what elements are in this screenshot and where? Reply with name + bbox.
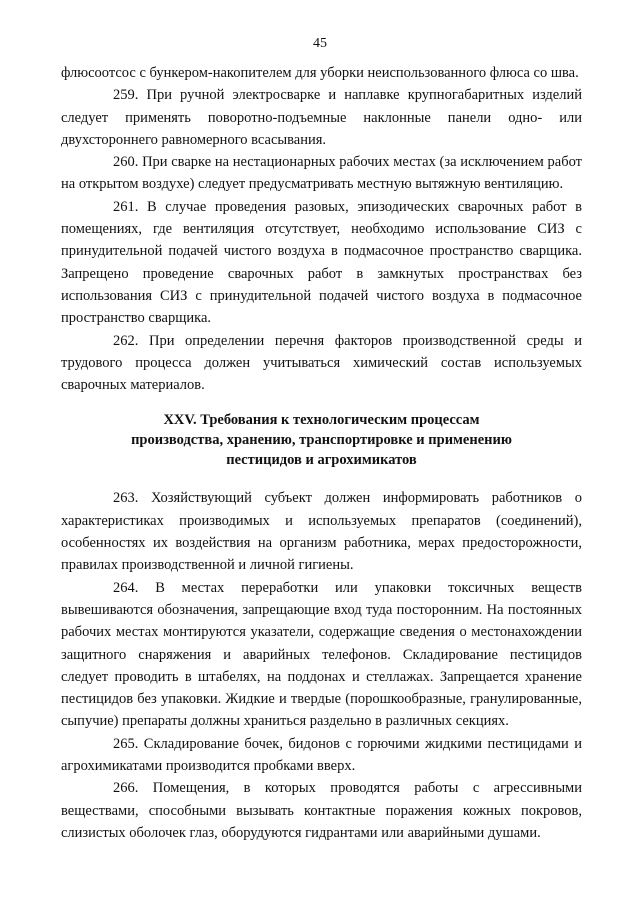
paragraph-266: 266. Помещения, в которых проводятся работы с агрессивными веществами, способными вызывать контактные поражения кожных покровов, слизистых оболочек глаз, оборудуются гидрантами или аварийными душами. — [61, 780, 582, 841]
paragraph-261: 261. В случае проведения разовых, эпизодических сварочных работ в помещениях, где вентиляция отсутствует, необходимо использование СИЗ с принудительной подачей чистого воздуха в подмасочное пространство сварщика. Запрещено проведение сварочных работ в замкнутых пространствах без использования СИЗ с принудительной подачей чистого воздуха в подмасочное пространство сварщика. — [61, 198, 582, 327]
section-heading-line: производства, хранению, транспортировке и применению — [131, 432, 512, 449]
paragraph-continuation: флюсоотсос с бункером-накопителем для уборки неиспользованного флюса со шва. — [61, 65, 579, 81]
paragraph-260: 260. При сварке на нестационарных рабочих местах (за исключением работ на открытом воздухе) следует предусматривать местную вытяжную вентиляцию. — [61, 154, 582, 193]
paragraph-265: 265. Складирование бочек, бидонов с горючими жидкими пестицидами и агрохимикатами производится пробками вверх. — [61, 735, 582, 775]
paragraph-259: 259. При ручной электросварке и наплавке крупногабаритных изделий следует применять поворотно-подъемные наклонные панели одно- или двухстороннего равномерного всасывания. — [61, 87, 582, 148]
section-heading — [61, 410, 582, 470]
paragraph-263: 263. Хозяйствующий субъект должен информировать работников о характеристиках производимых и используемых препаратов (соединений), особенностях их воздействия на организм работника, мерах предосторожности, правилах производственной и личной гигиены. — [61, 490, 582, 574]
document-body — [61, 62, 582, 844]
paragraph-264: 264. В местах переработки или упаковки токсичных веществ вывешиваются обозначения, запрещающие вход туда посторонним. На постоянных рабочих местах монтируются указатели, содержащие сведения о местонахождении защитного снаряжения и аварийных телефонов. Складирование пестицидов следует проводить в штабелях, на поддонах и стеллажах. Запрещается хранение пестицидов без упаковки. Жидкие и твердые (порошкообразные, гранулированные, сыпучие) препараты должны храниться раздельно в различных секциях. — [61, 579, 582, 730]
paragraph-262: 262. При определении перечня факторов производственной среды и трудового процесса должен учитываться химический состав используемых сварочных материалов. — [61, 332, 582, 394]
section-heading-line: пестицидов и агрохимикатов — [226, 452, 417, 469]
page-number: 45 — [313, 36, 327, 51]
section-heading-line: XXV. Требования к технологическим процессам — [163, 412, 480, 429]
